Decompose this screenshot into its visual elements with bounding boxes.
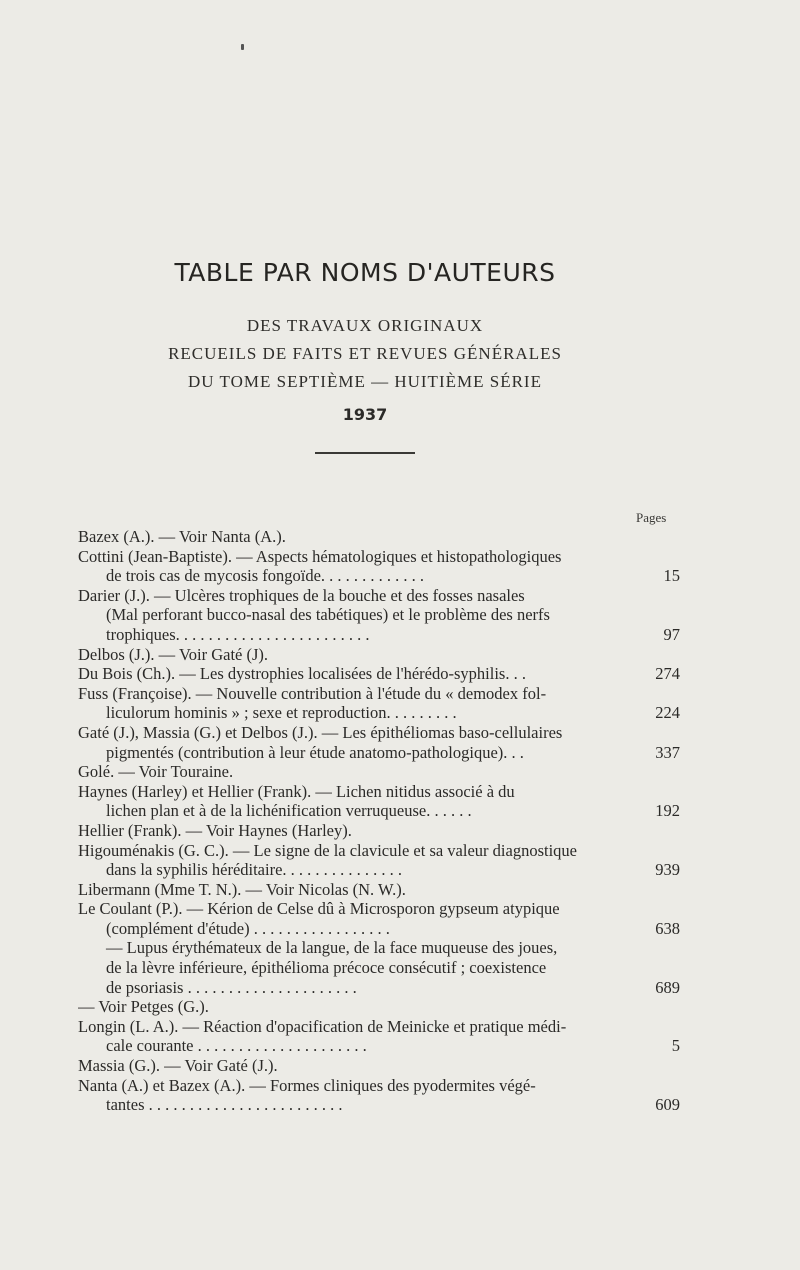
entry-line: Darier (J.). — Ulcères trophiques de la bouche et des fosses nasales xyxy=(78,585,525,605)
index-entry xyxy=(78,527,680,547)
page-number: 97 xyxy=(663,624,680,644)
entry-line: — Lupus érythémateux de la langue, de la face muqueuse des joues, xyxy=(106,938,558,958)
page-number: 274 xyxy=(655,664,680,684)
subtitle-line-3: DU TOME SEPTIÈME — HUITIÈME SÉRIE xyxy=(188,372,542,391)
entry-line: Delbos (J.). — Voir Gaté (J). xyxy=(78,644,269,664)
pages-column-header: Pages xyxy=(636,510,667,525)
entry-line: Massia (G.). — Voir Gaté (J.). xyxy=(78,1056,278,1076)
index-entry xyxy=(78,684,680,723)
index-entry xyxy=(78,880,680,900)
index-entry xyxy=(78,821,680,841)
entry-line: (complément d'étude) . . . . . . . . . . . . . . . . . xyxy=(106,918,390,938)
subtitle-line-1: DES TRAVAUX ORIGINAUX xyxy=(246,316,484,335)
index-entry xyxy=(78,1076,680,1115)
entry-line: de la lèvre inférieure, épithélioma précoce consécutif ; coexistence xyxy=(106,958,547,978)
page-title: TABLE PAR NOMS D'AUTEURS xyxy=(174,258,556,287)
entry-line: Hellier (Frank). — Voir Haynes (Harley). xyxy=(78,820,352,840)
index-entry xyxy=(78,723,680,762)
entry-line: Nanta (A.) et Bazex (A.). — Formes cliniques des pyodermites végé- xyxy=(78,1075,536,1095)
entry-line: Haynes (Harley) et Hellier (Frank). — Lichen nitidus associé à du xyxy=(78,781,515,801)
entry-line: — Voir Petges (G.). xyxy=(78,997,209,1017)
index-entry xyxy=(78,664,680,684)
index-entry xyxy=(78,1017,680,1056)
entry-line: Le Coulant (P.). — Kérion de Celse dû à Microsporon gypseum atypique xyxy=(78,899,560,919)
index-entry xyxy=(78,899,680,938)
page-number: 192 xyxy=(655,801,680,821)
page-number: 224 xyxy=(655,703,680,723)
entry-line: lichen plan et à de la lichénification verruqueuse. . . . . . xyxy=(106,801,472,821)
entry-line: Du Bois (Ch.). — Les dystrophies localisées de l'hérédo-syphilis. . . xyxy=(78,664,526,684)
index-entry xyxy=(78,645,680,665)
page-number: 5 xyxy=(671,1036,680,1056)
index-entry xyxy=(78,1056,680,1076)
index-entry xyxy=(78,586,680,645)
index-entry xyxy=(78,762,680,782)
page-number: 15 xyxy=(663,566,680,586)
page-number: 609 xyxy=(655,1095,680,1115)
entry-line: Fuss (Françoise). — Nouvelle contribution à l'étude du « demodex fol- xyxy=(78,683,547,703)
entry-line: trophiques. . . . . . . . . . . . . . . . . . . . . . . . xyxy=(106,624,370,644)
index-sub-entry xyxy=(78,997,680,1017)
page-number: 337 xyxy=(655,742,680,762)
entry-line: Libermann (Mme T. N.). — Voir Nicolas (N. W.). xyxy=(78,879,406,899)
entry-line: de trois cas de mycosis fongoïde. . . . . . . . . . . . . xyxy=(106,566,425,586)
entry-line: liculorum hominis » ; sexe et reproduction. . . . . . . . . xyxy=(106,703,457,723)
entry-line: Longin (L. A.). — Réaction d'opacification de Meinicke et pratique médi- xyxy=(78,1016,567,1036)
year: 1937 xyxy=(342,405,388,424)
index-entry xyxy=(78,841,680,880)
entry-line: Higouménakis (G. C.). — Le signe de la clavicule et sa valeur diagnostique xyxy=(78,840,577,860)
ink-mark xyxy=(241,44,244,50)
entry-line: Bazex (A.). — Voir Nanta (A.). xyxy=(78,527,286,546)
subtitle-line-2: RECUEILS DE FAITS ET REVUES GÉNÉRALES xyxy=(168,344,562,363)
author-index xyxy=(78,527,680,1115)
divider-rule xyxy=(315,452,415,454)
entry-line: Golé. — Voir Touraine. xyxy=(78,762,234,782)
index-entry xyxy=(78,547,680,586)
entry-line: dans la syphilis héréditaire. . . . . . . . . . . . . . . xyxy=(106,860,403,880)
entry-line: Gaté (J.), Massia (G.) et Delbos (J.). — Les épithéliomas baso-cellulaires xyxy=(78,722,563,742)
index-entry xyxy=(78,782,680,821)
entry-line: de psoriasis . . . . . . . . . . . . . . . . . . . . . xyxy=(106,977,357,997)
page-number: 939 xyxy=(655,860,680,880)
entry-line: tantes . . . . . . . . . . . . . . . . . . . . . . . . xyxy=(106,1095,343,1115)
entry-line: cale courante . . . . . . . . . . . . . . . . . . . . . xyxy=(106,1036,367,1056)
entry-line: (Mal perforant bucco-nasal des tabétiques) et le problème des nerfs xyxy=(106,605,550,625)
index-sub-entry xyxy=(78,938,680,997)
entry-line: pigmentés (contribution à leur étude anatomo-pathologique). . . xyxy=(106,742,524,762)
page-number: 638 xyxy=(655,918,680,938)
entry-line: Cottini (Jean-Baptiste). — Aspects hématologiques et histopathologiques xyxy=(78,546,562,566)
page-number: 689 xyxy=(655,977,680,997)
